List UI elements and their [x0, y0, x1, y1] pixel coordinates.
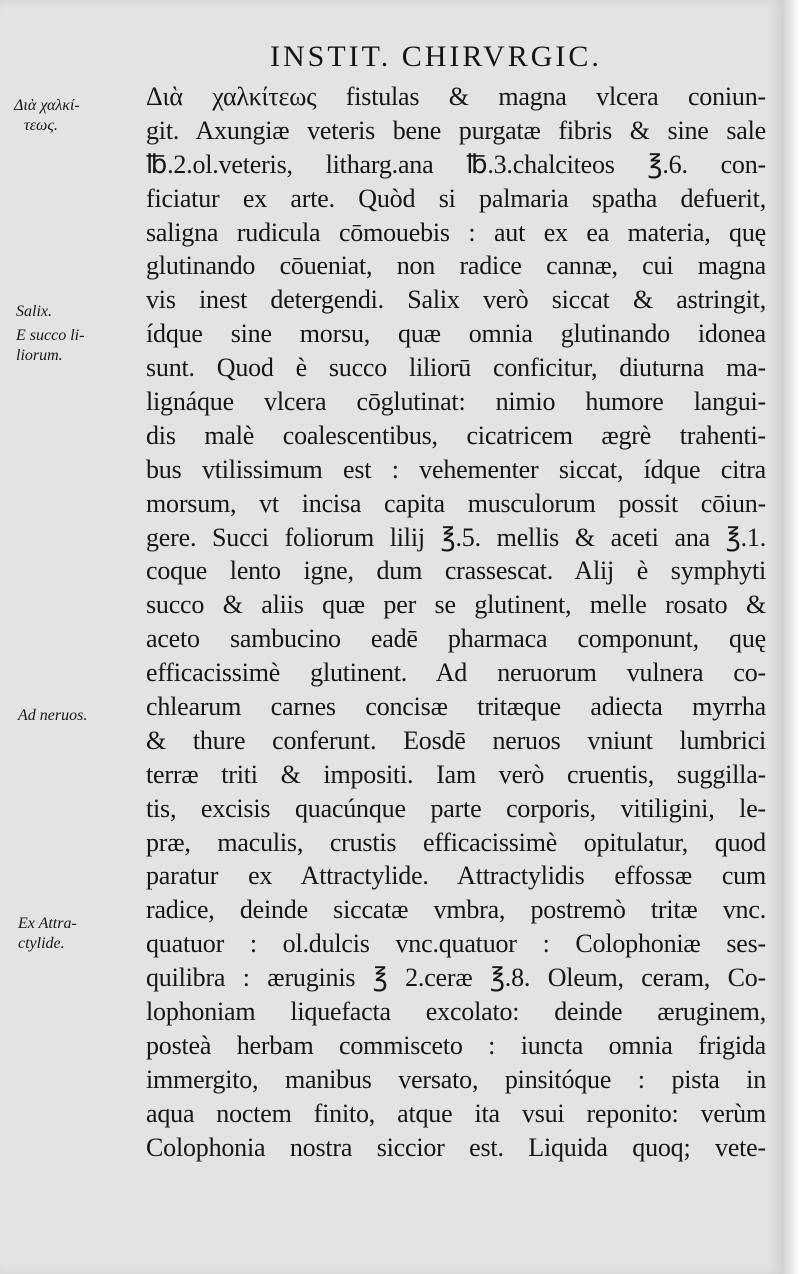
text-line: lignáque vlcera cōglutinat: nimio humore langui- — [146, 387, 766, 417]
text-line: aceto sambucino eadē pharmaca componunt, quę — [146, 624, 766, 654]
running-head: INSTIT. CHIRVRGIC. — [270, 40, 602, 73]
text-line: Διὰ χαλκίτεως fistulas & magna vlcera coniun- — [146, 82, 766, 111]
text-line: saligna rudicula cōmouebis : aut ex ea materia, quę — [146, 217, 766, 247]
margin-note-line: Salix. — [16, 303, 52, 320]
main-text-block — [146, 80, 766, 1165]
text-line: quilibra : æruginis ℥ 2.ceræ ℥.8. Oleum, ceram, Co- — [146, 963, 766, 993]
margin-note-line: τεως. — [24, 117, 58, 134]
text-line: ídque sine morsu, quæ omnia glutinando idonea — [146, 319, 766, 349]
text-line: aqua noctem finito, atque ita vsui reponito: verùm — [146, 1098, 766, 1128]
text-line: vis inest detergendi. Salix verò siccat & astringit, — [146, 285, 766, 315]
text-line: lophoniam liquefacta excolato: deinde æruginem, — [146, 997, 766, 1027]
text-line: Colophonia nostra siccior est. Liquida quoq; vete- — [146, 1132, 766, 1162]
text-line: posteà herbam commisceto : iuncta omnia frigida — [146, 1030, 766, 1060]
text-line: ℔.2.ol.veteris, litharg.ana ℔.3.chalciteos ℥.6. con- — [146, 149, 766, 179]
text-line: gere. Succi foliorum lilij ℥.5. mellis & aceti ana ℥.1. — [146, 522, 766, 552]
text-line: immergito, manibus versato, pinsitóque : pista in — [146, 1064, 766, 1094]
margin-note-line: E succo li- — [16, 327, 85, 344]
text-line: morsum, vt incisa capita musculorum possit cōiun- — [146, 488, 766, 518]
text-line: terræ triti & impositi. Iam verò cruentis, suggilla- — [146, 759, 766, 789]
margin-note-salix — [16, 302, 52, 322]
page-edge-shadow — [782, 0, 800, 1274]
margin-note-attractylide — [18, 914, 77, 954]
margin-note-succo-liliorum — [16, 326, 84, 366]
margin-note-line: Διὰ χαλκί- — [14, 97, 80, 114]
text-line: coque lento igne, dum crassescat. Alij è symphyti — [146, 556, 766, 586]
text-line: sunt. Quod è succo liliorū conficitur, diuturna ma- — [146, 353, 766, 383]
text-line: git. Axungiæ veteris bene purgatæ fibris & sine sale — [146, 115, 766, 145]
text-line: ficiatur ex arte. Quòd si palmaria spatha defuerit, — [146, 183, 766, 213]
margin-note-ad-neruos — [18, 706, 87, 726]
text-line: efficacissimè glutinent. Ad neruorum vulnera co- — [146, 658, 766, 688]
margin-note-line: Ex Attra- — [18, 915, 77, 932]
margin-note-dia-chalkiteos — [14, 96, 80, 136]
text-line: præ, maculis, crustis efficacissimè opitulatur, quod — [146, 827, 766, 857]
text-line: chlearum carnes concisæ tritæque adiecta myrrha — [146, 692, 766, 722]
text-line: succo & aliis quæ per se glutinent, melle rosato & — [146, 590, 766, 620]
margin-note-line: Ad neruos. — [18, 707, 88, 724]
text-line: radice, deinde siccatæ vmbra, postremò tritæ vnc. — [146, 895, 766, 925]
text-line: quatuor : ol.dulcis vnc.quatuor : Colophoniæ ses- — [146, 929, 766, 959]
text-line: tis, excisis quacúnque parte corporis, vitiligini, le- — [146, 793, 766, 823]
text-line: glutinando cōueniat, non radice cannæ, cui magna — [146, 251, 766, 281]
margin-note-line: ctylide. — [18, 935, 65, 952]
margin-note-line: liorum. — [16, 347, 63, 364]
text-line: & thure conferunt. Eosdē neruos vniunt lumbrici — [146, 725, 766, 755]
text-line: bus vtilissimum est : vehementer siccat, ídque citra — [146, 454, 766, 484]
text-line: dis malè coalescentibus, cicatricem ægrè trahenti- — [146, 420, 766, 450]
text-line: paratur ex Attractylide. Attractylidis effossæ cum — [146, 861, 766, 891]
